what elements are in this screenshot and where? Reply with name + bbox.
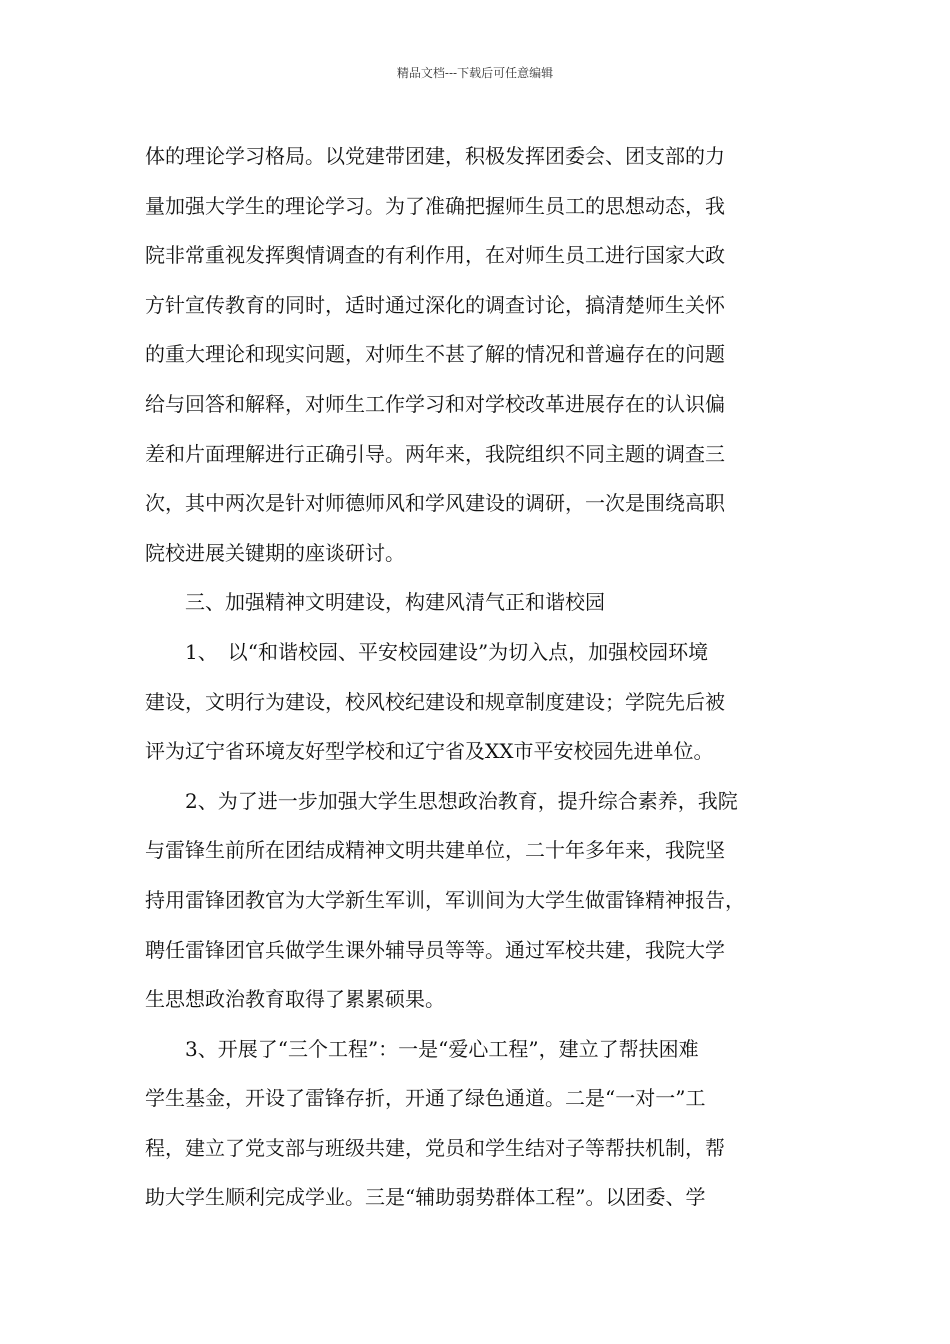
text-line: 2、为了进一步加强大学生思想政治教育，提升综合素养，我院 [145,788,738,813]
text-line: 学生基金，开设了雷锋存折，开通了绿色通道。二是“一对一”工 [145,1086,706,1111]
text-line: 聘任雷锋团官兵做学生课外辅导员等等。通过军校共建，我院大学 [145,937,725,962]
text-line: 体的理论学习格局。以党建带团建，积极发挥团委会、团支部的力 [145,144,725,168]
section-heading: 三、加强精神文明建设，构建风清气正和谐校园 [145,590,605,615]
text-line: 量加强大学生的理论学习。为了准确把握师生员工的思想动态，我 [145,193,725,218]
text-line: 3、开展了“三个工程”：一是“爱心工程”，建立了帮扶困难 [145,1036,699,1061]
text-line: 差和片面理解进行正确引导。两年来，我院组织不同主题的调查三 [145,441,725,466]
text-line: 评为辽宁省环境友好型学校和辽宁省及XX市平安校园先进单位。 [145,739,714,764]
text-line: 1、 以“和谐校园、平安校园建设”为切入点，加强校园环境 [145,639,709,664]
text-line: 与雷锋生前所在团结成精神文明共建单位，二十年多年来，我院坚 [145,838,725,863]
text-line: 持用雷锋团教官为大学新生军训，军训间为大学生做雷锋精神报告， [145,887,745,912]
text-line: 院校进展关键期的座谈研讨。 [145,540,405,565]
text-line: 程，建立了党支部与班级共建，党员和学生结对子等帮扶机制，帮 [145,1135,725,1160]
text-line: 方针宣传教育的同时，适时通过深化的调查讨论，搞清楚师生关怀 [145,292,725,317]
text-line: 生思想政治教育取得了累累硕果。 [145,987,445,1012]
document-body [145,132,817,1223]
text-line: 的重大理论和现实问题，对师生不甚了解的情况和普遍存在的问题 [145,342,725,367]
text-line: 给与回答和解释，对师生工作学习和对学校改革进展存在的认识偏 [145,391,725,416]
text-line: 建设，文明行为建设，校风校纪建设和规章制度建设；学院先后被 [145,689,725,714]
text-line: 院非常重视发挥舆情调查的有利作用，在对师生员工进行国家大政 [145,243,725,268]
text-line: 助大学生顺利完成学业。三是“辅助弱势群体工程”。以团委、学 [145,1185,706,1210]
text-line: 次，其中两次是针对师德师风和学风建设的调研，一次是围绕高职 [145,491,725,516]
page-header: 精品文档---下载后可任意编辑 [396,66,554,80]
